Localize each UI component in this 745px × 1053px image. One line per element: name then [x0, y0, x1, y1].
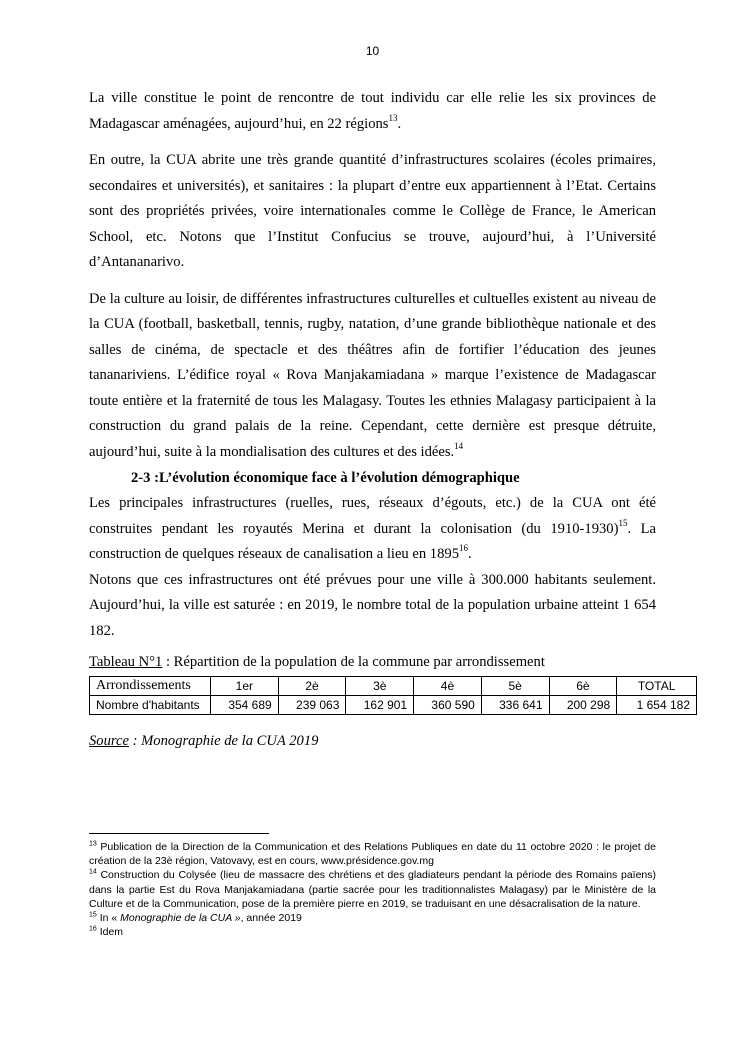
footnote-number: 14 [89, 868, 97, 876]
paragraph-regions [89, 86, 656, 137]
footnote-ref[interactable]: 16 [459, 543, 468, 554]
table-header-cell: 4è [414, 676, 482, 695]
paragraph-text: De la culture au loisir, de différentes infrastructures culturelles et cultuelles existent au niveau de la CUA (football, basketball, tennis, rugby, natation, d’une grande bibliothèque nationale et des salles de cinéma, de spectacle et des théâtres afin de fortifier l’éducation des jeunes tananariviens. L’édifice royal « Rova Manjakamiadana » marque l’existence de Madagascar toute entière et la fraternité de tous les Malagasy. Toutes les ethnies Malagasy participaient à la construction du grand palais de la reine. Cependant, cette dernière est presque détruite, aujourd’hui, suite à la mondialisation des cultures et des idées. [89, 290, 656, 460]
paragraph-punct: . [468, 546, 472, 562]
paragraph-culture [89, 287, 656, 466]
paragraph-text: La ville constitue le point de rencontre de tout individu car elle relie les six provinces de Madagascar aménagées, aujourd’hui, en 22 régions [89, 90, 656, 132]
table-caption [89, 650, 656, 676]
paragraph-text: . La construction de quelques réseaux de canalisation a lieu en 1895 [89, 520, 656, 562]
table-cell: 162 901 [346, 695, 414, 714]
footnote-ref[interactable]: 14 [454, 440, 464, 451]
page-number: 10 [365, 44, 380, 58]
footnote-number: 15 [89, 911, 97, 919]
footnote-text: In « [96, 912, 121, 925]
source-text: : Monographie de la CUA 2019 [128, 732, 319, 749]
paragraph-punct: . [397, 115, 402, 132]
table-cell: 354 689 [211, 695, 279, 714]
table-header-cell: 3è [346, 676, 414, 695]
table-source [89, 729, 656, 755]
table-cell: 336 641 [481, 695, 549, 714]
table-cell: 200 298 [549, 695, 617, 714]
footnote-ref[interactable]: 15 [618, 517, 628, 528]
table-header-cell: Arrondissements [90, 676, 211, 695]
footnote-number: 16 [89, 925, 97, 933]
footnote-ref[interactable]: 13 [388, 112, 398, 123]
footnote-text: Idem [96, 926, 124, 939]
table-caption-text: : Répartition de la population de la commune par arrondissement [162, 654, 545, 670]
table-header-cell: TOTAL [617, 676, 697, 695]
table-cell: 360 590 [414, 695, 482, 714]
paragraph-text: Les principales infrastructures (ruelles, rues, réseaux d’égouts, etc.) de la CUA ont été construites pendant les royautés Merina et durant la colonisation (du 1910-1930) [89, 495, 656, 537]
table-header-cell: 2è [278, 676, 346, 695]
footnote-13 [89, 840, 656, 868]
section-heading: 2-3 :L’évolution économique face à l’évolution démographique [131, 470, 520, 486]
table-cell: 1 654 182 [617, 695, 697, 714]
table-cell: Nombre d'habitants [90, 695, 211, 714]
table-cell: 239 063 [278, 695, 346, 714]
table-header-row [90, 676, 697, 695]
footnote-15 [89, 911, 656, 925]
table-header-cell: 6è [549, 676, 617, 695]
footnote-number: 13 [89, 840, 97, 848]
footnote-text: , année 2019 [240, 912, 302, 925]
paragraph-economic [89, 491, 656, 568]
footnote-14 [89, 868, 656, 911]
source-label: Source [89, 732, 129, 749]
table-header-cell: 1er [211, 676, 279, 695]
table-header-cell: 5è [481, 676, 549, 695]
table-row [90, 695, 697, 714]
paragraph-population: Notons que ces infrastructures ont été prévues pour une ville à 300.000 habitants seulement. Aujourd’hui, la ville est saturée : en 2019, le nombre total de la population urbaine atteint 1 654 182. [89, 571, 656, 639]
footnotes [89, 840, 656, 939]
paragraph-infrastructures: En outre, la CUA abrite une très grande quantité d’infrastructures scolaires (écoles primaires, secondaires et universités), et sanitaires : la plupart d’entre eux appartiennent à l’Etat. Certains sont des propriétés privées, voire internationales comme le Collège de France, le American School, etc. Notons que l’Institut Confucius se trouve, aujourd’hui, à l’Université d’Antananarivo. [89, 152, 656, 270]
footnote-text: Publication de la Direction de la Communication et des Relations Publiques en date du 11 octobre 2020 : le projet de création de la 23è région, Vatovavy, est en cours, www.présidence.gov.mg [89, 841, 656, 868]
population-table [89, 676, 697, 715]
footnote-separator [89, 833, 269, 834]
footnote-text: Construction du Colysée (lieu de massacre des chrétiens et des gladiateurs pendant la période des Romains païens) dans la partie Est du Rova Manjakamiadana (partie sacrée pour les traditionnalistes Malagasy) par le Ministère de la Culture et de la Communication, pose de la première pierre en 2019, se traduisant en une désacralisation de la nature. [89, 869, 656, 910]
footnote-16 [89, 925, 656, 939]
footnote-title: Monographie de la CUA » [120, 912, 241, 925]
body-text [89, 86, 690, 754]
table-caption-label: Tableau N°1 [89, 654, 163, 670]
